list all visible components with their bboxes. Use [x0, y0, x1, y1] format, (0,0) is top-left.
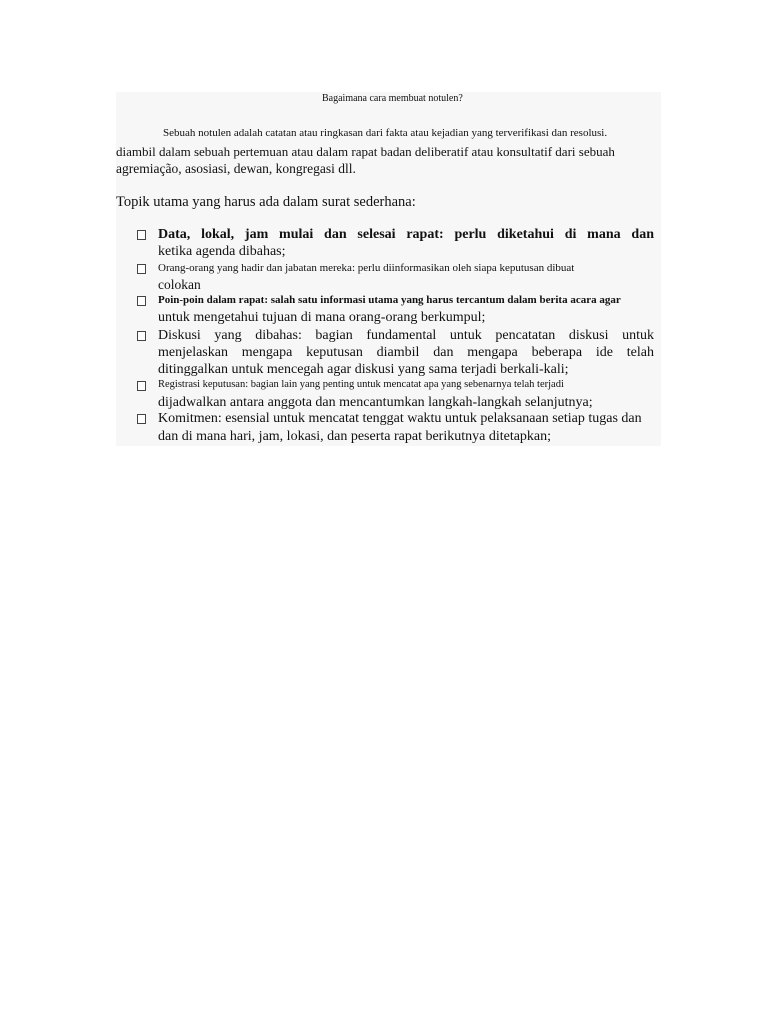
- list-item-line: Data, lokal, jam mulai dan selesai rapat: perlu diketahui di mana dan: [158, 227, 654, 242]
- intro-line-1: Sebuah notulen adalah catatan atau ringkasan dari fakta atau kejadian yang terverifikasi dan resolusi.: [163, 127, 608, 139]
- list-item-line: ditinggalkan untuk mencegah agar diskusi yang sama terjadi berkali-kali;: [158, 362, 569, 377]
- list-item-line: dijadwalkan antara anggota dan mencantumkan langkah-langkah selanjutnya;: [158, 394, 593, 410]
- list-item-line: Registrasi keputusan: bagian lain yang penting untuk mencatat apa yang sebenarnya telah terjadi: [158, 379, 564, 390]
- list-item: [158, 380, 654, 410]
- list-item-line: untuk mengetahui tujuan di mana orang-orang berkumpul;: [158, 310, 486, 325]
- list-item-line: Komitmen: esensial untuk mencatat tenggat waktu untuk pelaksanaan setiap tugas dan: [158, 411, 642, 426]
- intro-line-3: agremiação, asosiasi, dewan, kongregasi dll.: [116, 161, 356, 176]
- list-item: [158, 295, 654, 325]
- list-item: [158, 228, 654, 259]
- list-item-line: Orang-orang yang hadir dan jabatan mereka: perlu diinformasikan oleh siapa keputusan dibuat: [158, 262, 575, 274]
- intro-line-2: diambil dalam sebuah pertemuan atau dalam rapat badan deliberatif atau konsultatif dari sebuah: [116, 144, 615, 159]
- topics-heading: Topik utama yang harus ada dalam surat sederhana:: [116, 194, 416, 210]
- document-title: Bagaimana cara membuat notulen?: [322, 93, 463, 104]
- list-item: [158, 329, 654, 380]
- list-item-line: dan di mana hari, jam, lokasi, dan peserta rapat berikutnya ditetapkan;: [158, 429, 552, 444]
- list-item: [158, 412, 654, 448]
- bullet-box-icon: [137, 331, 146, 341]
- bullet-box-icon: [137, 264, 146, 274]
- bullet-box-icon: [137, 414, 146, 424]
- list-item-line: ketika agenda dibahas;: [158, 244, 286, 259]
- bullet-box-icon: [137, 381, 146, 391]
- list-item-line: Diskusi yang dibahas: bagian fundamental untuk pencatatan diskusi untuk: [158, 328, 654, 343]
- bullet-box-icon: [137, 230, 146, 240]
- bullet-box-icon: [137, 296, 146, 306]
- list-item: [158, 263, 654, 292]
- list-item-line: Poin-poin dalam rapat: salah satu informasi utama yang harus tercantum dalam berita acara agar: [158, 294, 621, 306]
- list-item-line: colokan: [158, 277, 201, 292]
- list-item-line: menjelaskan mengapa keputusan diambil dan mengapa beberapa ide telah: [158, 345, 654, 360]
